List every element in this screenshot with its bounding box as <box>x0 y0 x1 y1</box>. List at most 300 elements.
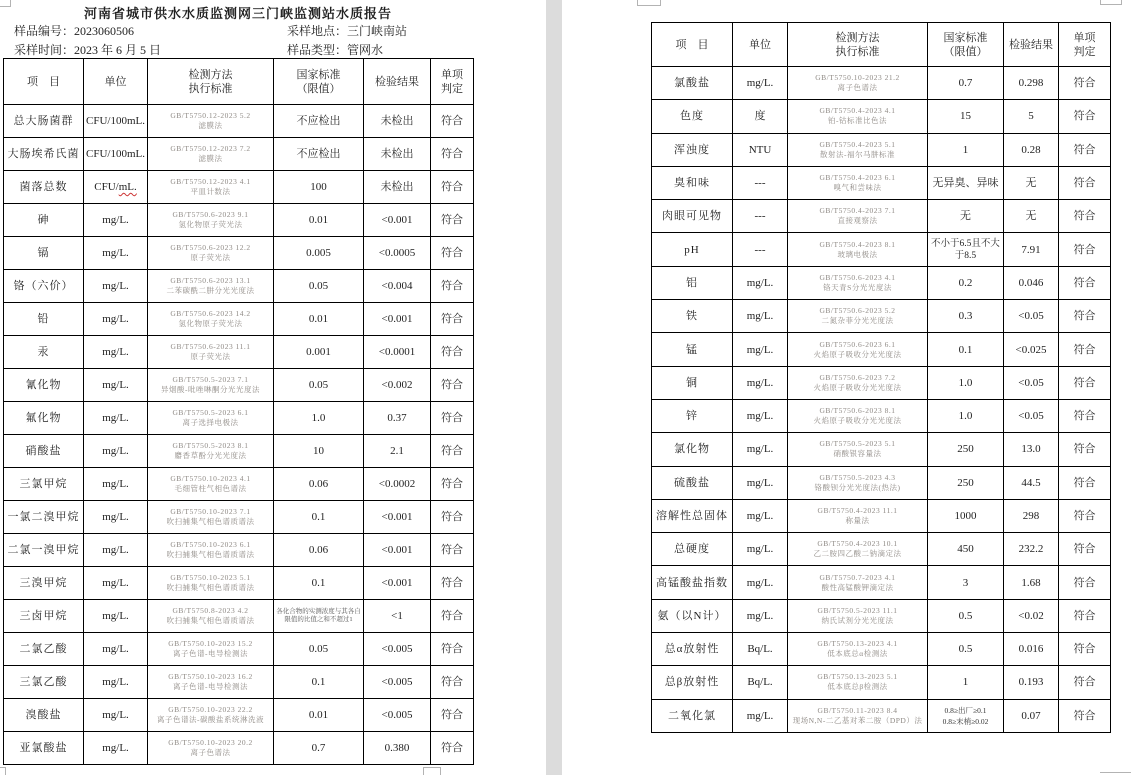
cell-judge: 符合 <box>431 336 474 369</box>
cell-unit: mg/L. <box>84 732 148 765</box>
cell-unit: mg/L. <box>733 533 788 566</box>
sample-number-label: 样品编号： <box>14 24 75 38</box>
column-header-result: 检验结果 <box>1004 23 1059 67</box>
cell-judge: 符合 <box>431 732 474 765</box>
cell-method: GB/T5750.10-2023 4.1 毛细管柱气相色谱法 <box>148 468 274 501</box>
cell-standard: 0.8≥出厂≥0.1 0.8≥末梢≥0.02 <box>928 699 1004 732</box>
cell-judge: 符合 <box>431 138 474 171</box>
cell-method: GB/T5750.6-2023 11.1 原子荧光法 <box>148 336 274 369</box>
cell-judge: 符合 <box>431 567 474 600</box>
cell-result: 0.046 <box>1004 266 1059 299</box>
table-row <box>4 237 474 270</box>
sample-number-field <box>14 22 134 39</box>
column-header-unit: 单位 <box>733 23 788 67</box>
cell-unit: CFU/mL. <box>84 171 148 204</box>
cell-unit: mg/L. <box>84 633 148 666</box>
table-row <box>4 567 474 600</box>
cell-item: 二氯一溴甲烷 <box>4 534 84 567</box>
cell-result: <0.005 <box>364 699 431 732</box>
cell-unit: mg/L. <box>84 567 148 600</box>
cell-judge: 符合 <box>431 303 474 336</box>
cell-method: GB/T5750.12-2023 7.2 滤膜法 <box>148 138 274 171</box>
cell-judge: 符合 <box>1059 366 1111 399</box>
table-row <box>4 732 474 765</box>
table-row <box>652 67 1111 100</box>
cell-item: 氟化物 <box>4 402 84 435</box>
cell-judge: 符合 <box>1059 200 1111 233</box>
cell-unit: mg/L. <box>733 67 788 100</box>
cell-method: GB/T5750.10-2023 7.1 吹扫捕集气相色谱质谱法 <box>148 501 274 534</box>
sample-type-value: 管网水 <box>347 43 384 57</box>
table-row <box>652 599 1111 632</box>
cell-result: 0.193 <box>1004 666 1059 699</box>
cell-result: <0.05 <box>1004 366 1059 399</box>
cell-judge: 符合 <box>431 600 474 633</box>
cell-result: 未检出 <box>364 138 431 171</box>
cell-item: pH <box>652 233 733 266</box>
cell-standard: 不小于6.5且不大 于8.5 <box>928 233 1004 266</box>
cell-standard: 250 <box>928 466 1004 499</box>
cell-method: GB/T5750.6-2023 14.2 氢化物原子荧光法 <box>148 303 274 336</box>
cell-judge: 符合 <box>1059 666 1111 699</box>
cell-standard: 0.005 <box>274 237 364 270</box>
cell-method: GB/T5750.4-2023 4.1 铂-钴标准比色法 <box>788 100 928 133</box>
cell-item: 二氯乙酸 <box>4 633 84 666</box>
column-header-method: 检测方法 执行标准 <box>788 23 928 67</box>
cell-judge: 符合 <box>1059 399 1111 432</box>
cell-judge: 符合 <box>431 501 474 534</box>
cell-result: 未检出 <box>364 105 431 138</box>
cell-result: <0.001 <box>364 501 431 534</box>
cell-unit: mg/L. <box>84 270 148 303</box>
cell-result: 0.380 <box>364 732 431 765</box>
cell-item: 三溴甲烷 <box>4 567 84 600</box>
cell-judge: 符合 <box>431 402 474 435</box>
cell-item: 溶解性总固体 <box>652 499 733 532</box>
cell-item: 硫酸盐 <box>652 466 733 499</box>
table-row <box>652 200 1111 233</box>
table-row <box>4 534 474 567</box>
cell-method: GB/T5750.4-2023 8.1 玻璃电极法 <box>788 233 928 266</box>
cell-standard: 0.01 <box>274 303 364 336</box>
table-header-row <box>652 23 1111 67</box>
cell-unit: --- <box>733 233 788 266</box>
cell-method: GB/T5750.7-2023 4.1 酸性高锰酸钾滴定法 <box>788 566 928 599</box>
cell-judge: 符合 <box>1059 133 1111 166</box>
cell-unit: mg/L. <box>733 599 788 632</box>
cell-item: 铝 <box>652 266 733 299</box>
cell-item: 三氯甲烷 <box>4 468 84 501</box>
cell-standard: 0.1 <box>274 567 364 600</box>
cell-result: <0.001 <box>364 303 431 336</box>
cell-method: GB/T5750.13-2023 5.1 低本底总β检测法 <box>788 666 928 699</box>
cell-item: 浑浊度 <box>652 133 733 166</box>
table-row <box>4 600 474 633</box>
cell-standard: 0.7 <box>928 67 1004 100</box>
table-row <box>4 435 474 468</box>
table-row <box>652 166 1111 199</box>
table-row <box>652 233 1111 266</box>
table-row <box>4 468 474 501</box>
cell-method: GB/T5750.6-2023 8.1 火焰原子吸收分光光度法 <box>788 399 928 432</box>
cell-result: <0.005 <box>364 633 431 666</box>
cell-unit: mg/L. <box>84 699 148 732</box>
table-row <box>652 499 1111 532</box>
cell-item: 亚氯酸盐 <box>4 732 84 765</box>
cell-item: 砷 <box>4 204 84 237</box>
cell-item: 铜 <box>652 366 733 399</box>
cell-unit: mg/L. <box>733 499 788 532</box>
cell-result: <0.002 <box>364 369 431 402</box>
cell-standard: 0.001 <box>274 336 364 369</box>
cell-standard: 1000 <box>928 499 1004 532</box>
cell-judge: 符合 <box>431 468 474 501</box>
cell-result: 0.298 <box>1004 67 1059 100</box>
cell-judge: 符合 <box>431 699 474 732</box>
spellcheck-squiggle: mL. <box>118 181 137 193</box>
table-row <box>652 399 1111 432</box>
cell-result: <0.0001 <box>364 336 431 369</box>
cell-item: 氯酸盐 <box>652 67 733 100</box>
cell-judge: 符合 <box>431 435 474 468</box>
table-row <box>652 100 1111 133</box>
cell-item: 色度 <box>652 100 733 133</box>
cell-item: 一氯二溴甲烷 <box>4 501 84 534</box>
cell-unit: mg/L. <box>84 600 148 633</box>
cell-standard: 0.1 <box>274 501 364 534</box>
table-row <box>4 138 474 171</box>
cell-method: GB/T5750.6-2023 7.2 火焰原子吸收分光光度法 <box>788 366 928 399</box>
cell-result: 2.1 <box>364 435 431 468</box>
cell-judge: 符合 <box>1059 633 1111 666</box>
cell-judge: 符合 <box>1059 599 1111 632</box>
cell-judge: 符合 <box>431 369 474 402</box>
cell-judge: 符合 <box>1059 699 1111 732</box>
cell-method: GB/T5750.10-2023 20.2 离子色谱法 <box>148 732 274 765</box>
cell-unit: --- <box>733 200 788 233</box>
cell-method: GB/T5750.4-2023 5.1 散射法-福尔马肼标准 <box>788 133 928 166</box>
table-row <box>652 466 1111 499</box>
cell-result: 0.07 <box>1004 699 1059 732</box>
cell-standard: 不应检出 <box>274 105 364 138</box>
cell-method: GB/T5750.10-2023 16.2 离子色谱-电导检测法 <box>148 666 274 699</box>
cell-method: GB/T5750.5-2023 8.1 麝香草酚分光光度法 <box>148 435 274 468</box>
cell-result: 未检出 <box>364 171 431 204</box>
table-row <box>652 433 1111 466</box>
column-header-judge: 单项 判定 <box>431 59 474 105</box>
page-gutter <box>546 0 562 775</box>
cell-standard: 0.05 <box>274 633 364 666</box>
cell-result: <0.05 <box>1004 399 1059 432</box>
cell-result: 0.37 <box>364 402 431 435</box>
cell-unit: Bq/L. <box>733 666 788 699</box>
table-row <box>4 204 474 237</box>
cell-method: GB/T5750.10-2023 22.2 离子色谱法-碳酸盐系统淋洗液 <box>148 699 274 732</box>
table-row <box>4 303 474 336</box>
cell-method: GB/T5750.6-2023 12.2 原子荧光法 <box>148 237 274 270</box>
sample-type-field <box>287 41 383 58</box>
cell-judge: 符合 <box>1059 233 1111 266</box>
cell-unit: --- <box>733 166 788 199</box>
table-row <box>652 633 1111 666</box>
cell-item: 铁 <box>652 300 733 333</box>
cell-standard: 0.5 <box>928 599 1004 632</box>
cell-method: GB/T5750.11-2023 8.4 现场N,N-二乙基对苯二胺（DPD）法 <box>788 699 928 732</box>
cell-result: 1.68 <box>1004 566 1059 599</box>
cell-standard: 无 <box>928 200 1004 233</box>
cell-result: <0.004 <box>364 270 431 303</box>
cell-standard: 0.1 <box>928 333 1004 366</box>
cell-standard: 1 <box>928 133 1004 166</box>
cell-standard: 250 <box>928 433 1004 466</box>
cell-judge: 符合 <box>431 270 474 303</box>
cell-method: GB/T5750.6-2023 5.2 二氮杂菲分光光度法 <box>788 300 928 333</box>
cell-unit: mg/L. <box>733 566 788 599</box>
table-row <box>652 300 1111 333</box>
cell-unit: mg/L. <box>84 468 148 501</box>
cell-unit: mg/L. <box>733 433 788 466</box>
cell-judge: 符合 <box>1059 166 1111 199</box>
cell-standard: 各化合物的实测浓度与其各自 限值的比值之和不超过1 <box>274 600 364 633</box>
cell-standard: 450 <box>928 533 1004 566</box>
cell-item: 溴酸盐 <box>4 699 84 732</box>
cell-result: <0.005 <box>364 666 431 699</box>
cell-judge: 符合 <box>1059 333 1111 366</box>
cell-result: <0.001 <box>364 567 431 600</box>
cell-item: 总硬度 <box>652 533 733 566</box>
cell-standard: 1 <box>928 666 1004 699</box>
cell-result: 5 <box>1004 100 1059 133</box>
cell-standard: 15 <box>928 100 1004 133</box>
cell-standard: 100 <box>274 171 364 204</box>
cell-method: GB/T5750.10-2023 5.1 吹扫捕集气相色谱质谱法 <box>148 567 274 600</box>
cell-unit: mg/L. <box>84 369 148 402</box>
cell-method: GB/T5750.5-2023 6.1 离子选择电极法 <box>148 402 274 435</box>
sampling-time-value: 2023 年 6 月 5 日 <box>74 43 162 57</box>
cell-item: 氨（以N计） <box>652 599 733 632</box>
cell-result: 44.5 <box>1004 466 1059 499</box>
cell-result: 13.0 <box>1004 433 1059 466</box>
cell-standard: 0.05 <box>274 270 364 303</box>
water-quality-table-left <box>3 58 474 765</box>
cell-unit: mg/L. <box>84 204 148 237</box>
cell-item: 锰 <box>652 333 733 366</box>
table-row <box>4 336 474 369</box>
table-row <box>4 501 474 534</box>
cell-unit: NTU <box>733 133 788 166</box>
cell-judge: 符合 <box>1059 67 1111 100</box>
cell-method: GB/T5750.10-2023 6.1 吹扫捕集气相色谱质谱法 <box>148 534 274 567</box>
cell-item: 三氯乙酸 <box>4 666 84 699</box>
cell-method: GB/T5750.6-2023 4.1 铬天青S分光光度法 <box>788 266 928 299</box>
cell-unit: Bq/L. <box>733 633 788 666</box>
cell-unit: mg/L. <box>733 399 788 432</box>
column-header-result: 检验结果 <box>364 59 431 105</box>
cell-unit: mg/L. <box>84 666 148 699</box>
column-header-judge: 单项 判定 <box>1059 23 1111 67</box>
cell-method: GB/T5750.6-2023 6.1 火焰原子吸收分光光度法 <box>788 333 928 366</box>
cell-standard: 1.0 <box>928 399 1004 432</box>
sampling-time-field <box>14 41 161 58</box>
cell-method: GB/T5750.8-2023 4.2 吹扫捕集气相色谱质谱法 <box>148 600 274 633</box>
cell-judge: 符合 <box>1059 566 1111 599</box>
cell-unit: CFU/100mL. <box>84 105 148 138</box>
cell-judge: 符合 <box>431 237 474 270</box>
cell-item: 高锰酸盐指数 <box>652 566 733 599</box>
cell-judge: 符合 <box>431 204 474 237</box>
cell-unit: mg/L. <box>733 699 788 732</box>
cell-item: 硝酸盐 <box>4 435 84 468</box>
table-row <box>652 666 1111 699</box>
cell-item: 锌 <box>652 399 733 432</box>
table-row <box>652 566 1111 599</box>
cell-result: <0.0002 <box>364 468 431 501</box>
cell-method: GB/T5750.5-2023 7.1 异烟酸-吡唑啉酮分光光度法 <box>148 369 274 402</box>
cell-unit: mg/L. <box>733 333 788 366</box>
cell-judge: 符合 <box>1059 266 1111 299</box>
table-row <box>652 699 1111 732</box>
cell-item: 肉眼可见物 <box>652 200 733 233</box>
column-header-item: 项 目 <box>652 23 733 67</box>
cell-method: GB/T5750.6-2023 9.1 氢化物原子荧光法 <box>148 204 274 237</box>
table-row <box>652 266 1111 299</box>
cell-result: 232.2 <box>1004 533 1059 566</box>
cell-item: 总大肠菌群 <box>4 105 84 138</box>
cell-method: GB/T5750.4-2023 11.1 称量法 <box>788 499 928 532</box>
cell-result: <0.02 <box>1004 599 1059 632</box>
column-header-method: 检测方法 执行标准 <box>148 59 274 105</box>
cell-result: 7.91 <box>1004 233 1059 266</box>
report-title: 河南省城市供水水质监测网三门峡监测站水质报告 <box>83 6 392 21</box>
column-header-item: 项 目 <box>4 59 84 105</box>
column-header-standard: 国家标准 （限值） <box>928 23 1004 67</box>
cell-result: <0.025 <box>1004 333 1059 366</box>
cell-standard: 0.5 <box>928 633 1004 666</box>
sample-type-label: 样品类型： <box>287 43 348 57</box>
cell-unit: mg/L. <box>84 336 148 369</box>
table-row <box>4 369 474 402</box>
cell-unit: mg/L. <box>84 501 148 534</box>
cell-standard: 无异臭、异味 <box>928 166 1004 199</box>
cell-unit: mg/L. <box>733 466 788 499</box>
cell-result: 0.016 <box>1004 633 1059 666</box>
column-header-unit: 单位 <box>84 59 148 105</box>
cell-standard: 0.06 <box>274 468 364 501</box>
cell-method: GB/T5750.6-2023 13.1 二苯碳酰二肼分光光度法 <box>148 270 274 303</box>
cell-result: 无 <box>1004 166 1059 199</box>
table-row <box>4 699 474 732</box>
cell-method: GB/T5750.4-2023 6.1 嗅气和尝味法 <box>788 166 928 199</box>
cell-method: GB/T5750.4-2023 7.1 直接观察法 <box>788 200 928 233</box>
sampling-location-field <box>287 22 407 39</box>
cell-standard: 0.1 <box>274 666 364 699</box>
cell-unit: mg/L. <box>733 366 788 399</box>
cell-item: 总β放射性 <box>652 666 733 699</box>
table-row <box>4 105 474 138</box>
sample-number-value: 2023060506 <box>74 24 135 38</box>
cell-item: 菌落总数 <box>4 171 84 204</box>
table-row <box>4 270 474 303</box>
table-row <box>4 666 474 699</box>
cell-unit: mg/L. <box>733 300 788 333</box>
cell-unit: mg/L. <box>84 237 148 270</box>
cell-standard: 0.06 <box>274 534 364 567</box>
table-row <box>652 533 1111 566</box>
water-quality-table-right <box>651 22 1111 733</box>
cell-result: 0.28 <box>1004 133 1059 166</box>
cell-judge: 符合 <box>1059 300 1111 333</box>
cell-result: <0.001 <box>364 204 431 237</box>
cell-item: 大肠埃希氏菌 <box>4 138 84 171</box>
cell-judge: 符合 <box>431 534 474 567</box>
cell-unit: mg/L. <box>733 266 788 299</box>
cell-judge: 符合 <box>431 171 474 204</box>
table-row <box>4 171 474 204</box>
cell-unit: mg/L. <box>84 435 148 468</box>
cell-judge: 符合 <box>1059 466 1111 499</box>
cell-item: 汞 <box>4 336 84 369</box>
cell-standard: 0.7 <box>274 732 364 765</box>
cell-standard: 1.0 <box>928 366 1004 399</box>
cell-unit: 度 <box>733 100 788 133</box>
table-row <box>652 366 1111 399</box>
sampling-location-value: 三门峡南站 <box>347 24 408 38</box>
cell-standard: 0.01 <box>274 204 364 237</box>
cell-judge: 符合 <box>1059 100 1111 133</box>
table-row <box>652 333 1111 366</box>
cell-method: GB/T5750.13-2023 4.1 低本底总α检测法 <box>788 633 928 666</box>
table-row <box>4 402 474 435</box>
cell-item: 铬（六价） <box>4 270 84 303</box>
cell-item: 二氧化氯 <box>652 699 733 732</box>
cell-item: 氯化物 <box>652 433 733 466</box>
cell-judge: 符合 <box>1059 533 1111 566</box>
cell-method: GB/T5750.5-2023 4.3 铬酸钡分光光度法(热法) <box>788 466 928 499</box>
cell-item: 臭和味 <box>652 166 733 199</box>
cell-item: 铅 <box>4 303 84 336</box>
cell-result: 无 <box>1004 200 1059 233</box>
cell-result: 298 <box>1004 499 1059 532</box>
cell-standard: 3 <box>928 566 1004 599</box>
table-row <box>652 133 1111 166</box>
cell-item: 总α放射性 <box>652 633 733 666</box>
cell-method: GB/T5750.10-2023 21.2 离子色谱法 <box>788 67 928 100</box>
sampling-location-label: 采样地点： <box>287 24 348 38</box>
sampling-time-label: 采样时间： <box>14 43 75 57</box>
cell-result: <0.05 <box>1004 300 1059 333</box>
cell-method: GB/T5750.12-2023 4.1 平皿计数法 <box>148 171 274 204</box>
cell-item: 氰化物 <box>4 369 84 402</box>
column-header-standard: 国家标准 （限值） <box>274 59 364 105</box>
cell-method: GB/T5750.5-2023 11.1 纳氏试剂分光光度法 <box>788 599 928 632</box>
cell-standard: 10 <box>274 435 364 468</box>
cell-method: GB/T5750.4-2023 10.1 乙二胺四乙酸二钠滴定法 <box>788 533 928 566</box>
cell-judge: 符合 <box>1059 499 1111 532</box>
table-row <box>4 633 474 666</box>
cell-standard: 1.0 <box>274 402 364 435</box>
cell-unit: mg/L. <box>84 303 148 336</box>
cell-judge: 符合 <box>431 633 474 666</box>
table-header-row <box>4 59 474 105</box>
cell-judge: 符合 <box>431 666 474 699</box>
cell-result: <0.0005 <box>364 237 431 270</box>
cell-unit: mg/L. <box>84 534 148 567</box>
cell-result: <0.001 <box>364 534 431 567</box>
cell-standard: 0.3 <box>928 300 1004 333</box>
cell-item: 镉 <box>4 237 84 270</box>
cell-standard: 0.01 <box>274 699 364 732</box>
cell-judge: 符合 <box>1059 433 1111 466</box>
